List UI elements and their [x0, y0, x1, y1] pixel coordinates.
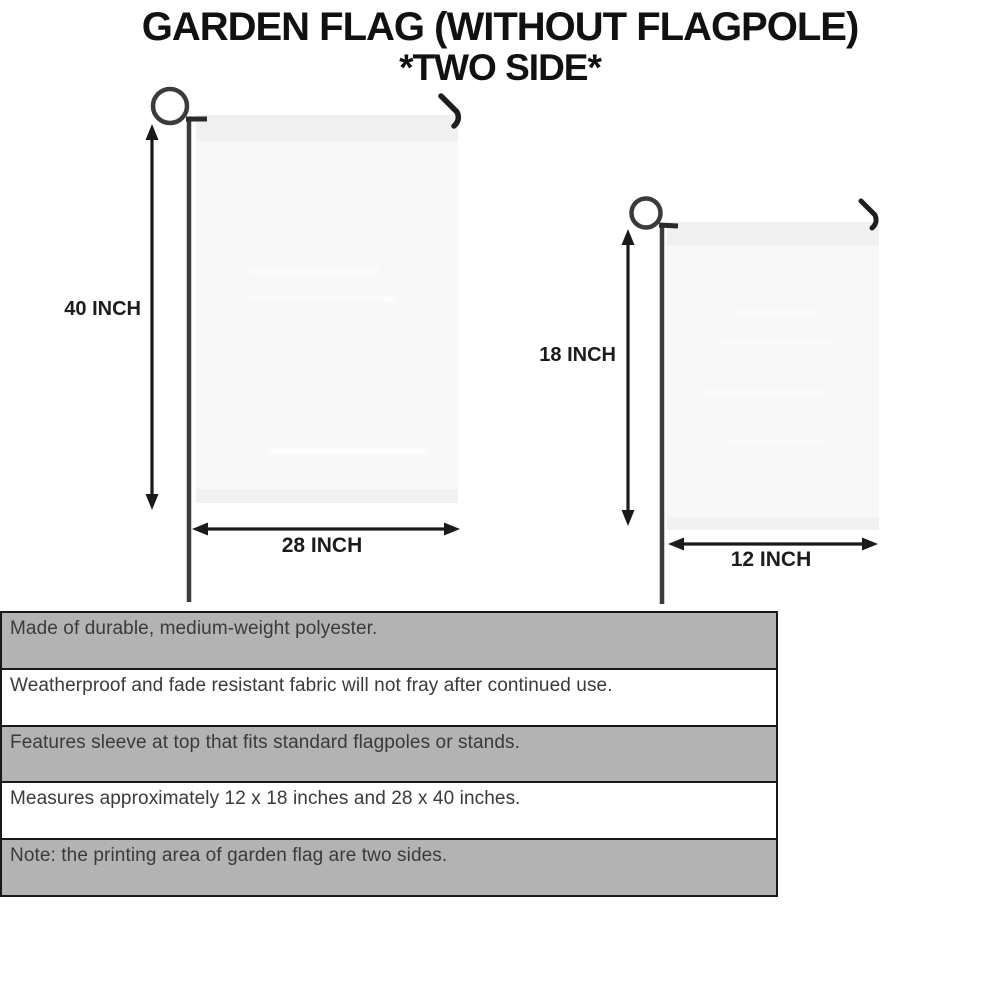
small-hanger-stub	[659, 225, 678, 226]
small-height-label: 18 INCH	[539, 344, 616, 366]
large-flag-fabric	[196, 115, 458, 503]
small-flag-diagram	[539, 199, 879, 605]
small-flag-sleeve	[667, 222, 879, 245]
subtitle: *TWO SIDE*	[399, 47, 601, 88]
feature-row	[2, 783, 776, 840]
feature-row-text: Features sleeve at top that fits standard flagpoles or stands.	[10, 731, 520, 753]
feature-row	[2, 727, 776, 784]
large-width-label: 28 INCH	[281, 534, 363, 557]
large-pole-loop	[153, 89, 187, 123]
feature-row-text: Note: the printing area of garden flag are two sides.	[10, 845, 448, 867]
large-height-arrow	[146, 124, 159, 510]
feature-row-text: Made of durable, medium-weight polyester.	[10, 618, 378, 639]
feature-row	[2, 613, 776, 670]
feature-row	[2, 670, 776, 727]
feature-row-text: Weatherproof and fade resistant fabric will not fray after continued use.	[10, 674, 613, 696]
large-height-label: 40 INCH	[64, 298, 141, 320]
large-flag-diagram	[64, 89, 460, 602]
title-block	[0, 6, 1000, 88]
small-pole-loop	[632, 199, 661, 228]
small-flag-hem	[667, 517, 879, 530]
small-height-arrow	[622, 229, 635, 526]
small-width-label: 12 INCH	[730, 548, 812, 571]
large-flag-hem	[196, 489, 458, 503]
feature-row-text: Measures approximately 12 x 18 inches and 28 x 40 inches.	[10, 788, 521, 810]
feature-row	[2, 840, 776, 895]
large-flag-sleeve	[196, 115, 458, 141]
main-title: GARDEN FLAG (WITHOUT FLAGPOLE)	[141, 5, 859, 49]
features-table	[0, 611, 778, 897]
small-flag-fabric	[667, 222, 879, 530]
